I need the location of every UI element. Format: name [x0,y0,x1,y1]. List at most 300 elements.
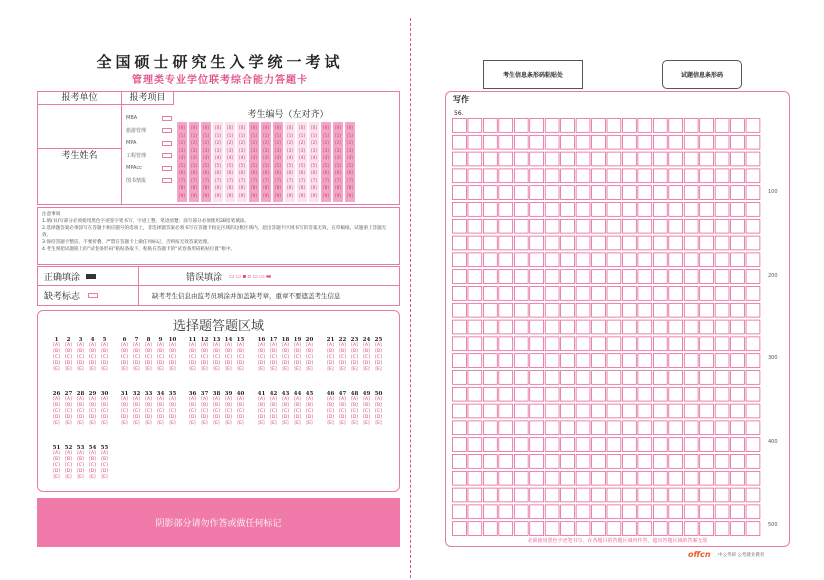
digit-option[interactable]: [7] [299,177,305,183]
grid-cell[interactable] [653,119,667,133]
grid-cell[interactable] [622,404,636,418]
grid-cell[interactable] [592,337,606,351]
answer-bubble[interactable]: [D] [351,415,358,420]
grid-cell[interactable] [468,371,482,385]
grid-cell[interactable] [483,253,497,267]
answer-bubble[interactable]: [E] [351,421,358,426]
answer-bubble[interactable]: [E] [201,421,208,426]
answer-bubble[interactable]: [E] [375,367,382,372]
grid-cell[interactable] [453,404,467,418]
grid-cell[interactable] [468,488,482,502]
grid-cell[interactable] [638,421,652,435]
number-column[interactable] [333,122,343,202]
answer-bubble[interactable]: [C] [133,409,140,414]
question-group[interactable] [326,391,383,427]
grid-cell[interactable] [684,186,698,200]
grid-cell[interactable] [669,135,683,149]
grid-cell[interactable] [592,169,606,183]
project-option[interactable] [126,125,172,138]
grid-cell[interactable] [453,236,467,250]
answer-bubble[interactable]: [B] [53,403,60,408]
grid-cell[interactable] [576,303,590,317]
grid-cell[interactable] [653,354,667,368]
digit-option[interactable]: [6] [347,170,353,175]
answer-bubble[interactable]: [C] [169,409,176,414]
grid-cell[interactable] [483,119,497,133]
answer-bubble[interactable]: [A] [101,343,108,348]
answer-bubble[interactable]: [E] [213,367,220,372]
answer-bubble[interactable]: [C] [237,355,244,360]
grid-cell[interactable] [468,404,482,418]
answer-bubble[interactable]: [D] [327,361,334,366]
grid-cell[interactable] [746,438,760,452]
grid-cell[interactable] [514,404,528,418]
digit-option[interactable]: [4] [239,155,245,160]
grid-cell[interactable] [530,404,544,418]
digit-option[interactable]: [1] [287,132,293,138]
grid-cell[interactable] [576,169,590,183]
answer-bubble[interactable]: [C] [89,409,96,414]
grid-cell[interactable] [731,270,745,284]
answer-bubble[interactable]: [B] [89,349,96,354]
grid-cell[interactable] [746,421,760,435]
grid-cell[interactable] [576,488,590,502]
digit-option[interactable]: [7] [263,177,269,183]
answer-bubble[interactable]: [A] [375,343,382,348]
grid-cell[interactable] [514,119,528,133]
digit-option[interactable]: [9] [323,192,329,198]
digit-option[interactable]: [0] [275,125,281,130]
digit-option[interactable]: [9] [251,192,257,198]
answer-bubble[interactable]: [D] [294,415,301,420]
digit-option[interactable]: [8] [347,185,353,190]
digit-option[interactable]: [7] [191,177,197,183]
grid-cell[interactable] [545,371,559,385]
digit-option[interactable]: [7] [227,177,233,183]
grid-cell[interactable] [638,404,652,418]
grid-cell[interactable] [684,203,698,217]
grid-cell[interactable] [499,303,513,317]
answer-bubble[interactable]: [E] [189,421,196,426]
answer-bubble[interactable]: [D] [201,361,208,366]
answer-bubble[interactable]: [C] [339,355,346,360]
answer-bubble[interactable]: [D] [237,361,244,366]
grid-cell[interactable] [514,135,528,149]
grid-cell[interactable] [592,119,606,133]
grid-cell[interactable] [607,320,621,334]
grid-cell[interactable] [514,236,528,250]
answer-bubble[interactable]: [A] [53,451,60,456]
grid-cell[interactable] [453,119,467,133]
digit-option[interactable]: [2] [287,140,293,145]
grid-cell[interactable] [669,522,683,536]
grid-cell[interactable] [514,488,528,502]
answer-bubble[interactable]: [A] [189,397,196,402]
grid-cell[interactable] [653,169,667,183]
grid-cell[interactable] [561,320,575,334]
answer-bubble[interactable]: [A] [77,451,84,456]
grid-cell[interactable] [684,387,698,401]
grid-cell[interactable] [607,404,621,418]
answer-bubble[interactable]: [E] [294,421,301,426]
grid-cell[interactable] [530,203,544,217]
digit-option[interactable]: [9] [275,192,281,198]
grid-cell[interactable] [561,387,575,401]
number-column[interactable] [213,122,223,202]
grid-cell[interactable] [622,354,636,368]
grid-cell[interactable] [653,203,667,217]
grid-cell[interactable] [607,522,621,536]
grid-cell[interactable] [715,371,729,385]
grid-cell[interactable] [499,236,513,250]
grid-cell[interactable] [700,236,714,250]
grid-cell[interactable] [453,152,467,166]
grid-cell[interactable] [561,253,575,267]
grid-cell[interactable] [561,169,575,183]
digit-option[interactable]: [7] [203,177,209,183]
grid-cell[interactable] [607,371,621,385]
grid-cell[interactable] [607,253,621,267]
grid-cell[interactable] [638,488,652,502]
grid-cell[interactable] [483,236,497,250]
grid-cell[interactable] [684,455,698,469]
grid-cell[interactable] [576,236,590,250]
answer-bubble[interactable]: [D] [65,361,72,366]
grid-cell[interactable] [545,354,559,368]
answer-bubble[interactable]: [B] [89,457,96,462]
grid-cell[interactable] [561,186,575,200]
grid-cell[interactable] [576,152,590,166]
grid-cell[interactable] [592,471,606,485]
grid-cell[interactable] [468,186,482,200]
answer-bubble[interactable]: [E] [53,475,60,480]
grid-cell[interactable] [468,203,482,217]
grid-cell[interactable] [653,253,667,267]
answer-bubble[interactable]: [D] [157,415,164,420]
grid-cell[interactable] [638,471,652,485]
grid-cell[interactable] [622,337,636,351]
answer-bubble[interactable]: [D] [258,415,265,420]
grid-cell[interactable] [545,387,559,401]
answer-bubble[interactable]: [D] [133,415,140,420]
answer-bubble[interactable]: [E] [133,367,140,372]
answer-bubble[interactable]: [A] [201,343,208,348]
grid-cell[interactable] [622,320,636,334]
grid-cell[interactable] [514,522,528,536]
grid-cell[interactable] [468,505,482,519]
grid-cell[interactable] [622,471,636,485]
grid-cell[interactable] [499,169,513,183]
answer-bubble[interactable]: [A] [339,343,346,348]
grid-cell[interactable] [468,320,482,334]
digit-option[interactable]: [7] [311,177,317,183]
answer-bubble[interactable]: [D] [101,361,108,366]
grid-cell[interactable] [530,522,544,536]
digit-option[interactable]: [3] [323,147,329,153]
answer-bubble[interactable]: [A] [157,343,164,348]
answer-bubble[interactable]: [C] [89,355,96,360]
grid-cell[interactable] [746,119,760,133]
grid-cell[interactable] [731,522,745,536]
grid-cell[interactable] [715,303,729,317]
answer-bubble[interactable]: [C] [339,409,346,414]
answer-bubble[interactable]: [E] [89,421,96,426]
answer-bubble[interactable]: [B] [121,403,128,408]
grid-cell[interactable] [576,219,590,233]
grid-cell[interactable] [499,404,513,418]
digit-option[interactable]: [0] [179,125,185,130]
grid-cell[interactable] [545,421,559,435]
digit-option[interactable]: [8] [299,185,305,190]
answer-bubble[interactable]: [D] [157,361,164,366]
grid-cell[interactable] [715,135,729,149]
answer-bubble[interactable]: [A] [327,343,334,348]
answer-bubble[interactable]: [C] [270,355,277,360]
answer-bubble[interactable]: [D] [294,361,301,366]
grid-cell[interactable] [499,152,513,166]
grid-cell[interactable] [669,303,683,317]
answer-bubble[interactable]: [D] [77,361,84,366]
answer-bubble[interactable]: [A] [53,343,60,348]
grid-cell[interactable] [638,152,652,166]
grid-cell[interactable] [453,421,467,435]
answer-bubble[interactable]: [D] [237,415,244,420]
grid-cell[interactable] [530,337,544,351]
grid-cell[interactable] [468,152,482,166]
answer-bubble[interactable]: [B] [65,457,72,462]
grid-cell[interactable] [576,387,590,401]
grid-cell[interactable] [746,337,760,351]
grid-cell[interactable] [530,303,544,317]
grid-cell[interactable] [545,186,559,200]
answer-bubble[interactable]: [B] [101,403,108,408]
grid-cell[interactable] [483,320,497,334]
barcode-box-exam[interactable]: 试题信息条形码 [662,60,742,89]
answer-bubble[interactable]: [E] [327,421,334,426]
answer-bubble[interactable]: [D] [189,361,196,366]
digit-option[interactable]: [5] [227,162,233,168]
grid-cell[interactable] [468,303,482,317]
grid-cell[interactable] [561,270,575,284]
digit-option[interactable]: [6] [287,170,293,175]
grid-cell[interactable] [638,219,652,233]
grid-cell[interactable] [592,320,606,334]
grid-cell[interactable] [700,505,714,519]
grid-cell[interactable] [715,438,729,452]
grid-cell[interactable] [638,438,652,452]
answer-bubble[interactable]: [A] [294,343,301,348]
grid-cell[interactable] [530,186,544,200]
answer-bubble[interactable]: [B] [169,403,176,408]
answer-bubble[interactable]: [B] [157,403,164,408]
digit-option[interactable]: [3] [215,147,221,153]
grid-cell[interactable] [545,169,559,183]
grid-cell[interactable] [499,387,513,401]
answer-bubble[interactable]: [B] [77,349,84,354]
answer-bubble[interactable]: [D] [89,415,96,420]
answer-bubble[interactable]: [D] [89,469,96,474]
grid-cell[interactable] [700,387,714,401]
answer-bubble[interactable]: [C] [306,409,313,414]
answer-bubble[interactable]: [E] [53,421,60,426]
grid-cell[interactable] [530,387,544,401]
answer-bubble[interactable]: [E] [133,421,140,426]
digit-option[interactable]: [6] [323,170,329,175]
digit-option[interactable]: [4] [347,155,353,160]
answer-bubble[interactable]: [E] [65,421,72,426]
grid-cell[interactable] [545,253,559,267]
grid-cell[interactable] [715,488,729,502]
digit-option[interactable]: [0] [215,125,221,130]
answer-bubble[interactable]: [E] [213,421,220,426]
grid-cell[interactable] [576,438,590,452]
answer-bubble[interactable]: [E] [225,367,232,372]
grid-cell[interactable] [453,303,467,317]
grid-cell[interactable] [607,505,621,519]
digit-option[interactable]: [1] [299,132,305,138]
grid-cell[interactable] [622,438,636,452]
grid-cell[interactable] [669,287,683,301]
grid-cell[interactable] [545,135,559,149]
answer-bubble[interactable]: [B] [270,349,277,354]
digit-option[interactable]: [3] [239,147,245,153]
grid-cell[interactable] [653,488,667,502]
grid-cell[interactable] [576,320,590,334]
answer-bubble[interactable]: [B] [213,403,220,408]
answer-bubble[interactable]: [B] [375,349,382,354]
answer-bubble[interactable]: [A] [169,343,176,348]
answer-bubble[interactable]: [C] [53,355,60,360]
grid-cell[interactable] [514,303,528,317]
grid-cell[interactable] [514,219,528,233]
composition-grid[interactable] [452,118,761,538]
grid-cell[interactable] [638,236,652,250]
answer-bubble[interactable]: [D] [101,415,108,420]
grid-cell[interactable] [669,337,683,351]
answer-bubble[interactable]: [A] [363,343,370,348]
answer-bubble[interactable]: [A] [294,397,301,402]
grid-cell[interactable] [684,119,698,133]
grid-cell[interactable] [468,270,482,284]
answer-bubble[interactable]: [E] [145,367,152,372]
project-option[interactable] [126,175,172,188]
answer-bubble[interactable]: [A] [89,451,96,456]
grid-cell[interactable] [715,186,729,200]
answer-bubble[interactable]: [D] [375,415,382,420]
grid-cell[interactable] [684,135,698,149]
grid-cell[interactable] [622,203,636,217]
grid-cell[interactable] [483,404,497,418]
project-checkbox[interactable] [162,128,172,133]
grid-cell[interactable] [622,522,636,536]
grid-cell[interactable] [700,438,714,452]
grid-cell[interactable] [468,253,482,267]
digit-option[interactable]: [8] [191,185,197,190]
digit-option[interactable]: [0] [239,125,245,130]
grid-cell[interactable] [592,152,606,166]
answer-bubble[interactable]: [C] [375,355,382,360]
grid-cell[interactable] [653,337,667,351]
grid-cell[interactable] [514,471,528,485]
grid-cell[interactable] [530,354,544,368]
grid-cell[interactable] [684,354,698,368]
digit-option[interactable]: [1] [215,132,221,138]
answer-bubble[interactable]: [D] [121,361,128,366]
grid-cell[interactable] [746,488,760,502]
digit-option[interactable]: [6] [179,170,185,175]
answer-bubble[interactable]: [C] [213,355,220,360]
grid-cell[interactable] [514,421,528,435]
grid-cell[interactable] [453,186,467,200]
project-checkbox[interactable] [162,178,172,183]
grid-cell[interactable] [530,421,544,435]
grid-cell[interactable] [561,488,575,502]
question-group[interactable] [52,391,109,427]
grid-cell[interactable] [669,236,683,250]
digit-option[interactable]: [1] [227,132,233,138]
grid-cell[interactable] [545,438,559,452]
grid-cell[interactable] [684,169,698,183]
grid-cell[interactable] [684,522,698,536]
grid-cell[interactable] [746,522,760,536]
grid-cell[interactable] [499,270,513,284]
answer-bubble[interactable]: [A] [282,343,289,348]
answer-bubble[interactable]: [A] [189,343,196,348]
grid-cell[interactable] [499,371,513,385]
answer-bubble[interactable]: [A] [89,397,96,402]
grid-cell[interactable] [638,186,652,200]
digit-option[interactable]: [7] [179,177,185,183]
grid-cell[interactable] [731,371,745,385]
grid-cell[interactable] [622,236,636,250]
grid-cell[interactable] [607,186,621,200]
grid-cell[interactable] [592,404,606,418]
grid-cell[interactable] [453,169,467,183]
answer-bubble[interactable]: [B] [133,403,140,408]
digit-option[interactable]: [6] [227,170,233,175]
grid-cell[interactable] [592,186,606,200]
grid-cell[interactable] [483,219,497,233]
grid-cell[interactable] [607,387,621,401]
grid-cell[interactable] [700,186,714,200]
answer-bubble[interactable]: [C] [327,355,334,360]
grid-cell[interactable] [483,387,497,401]
grid-cell[interactable] [638,354,652,368]
digit-option[interactable]: [1] [251,132,257,138]
answer-bubble[interactable]: [B] [306,403,313,408]
answer-bubble[interactable]: [E] [101,475,108,480]
grid-cell[interactable] [622,253,636,267]
grid-cell[interactable] [700,522,714,536]
grid-cell[interactable] [746,505,760,519]
answer-bubble[interactable]: [E] [77,367,84,372]
answer-bubble[interactable]: [C] [133,355,140,360]
grid-cell[interactable] [746,236,760,250]
answer-bubble[interactable]: [E] [77,475,84,480]
grid-cell[interactable] [731,152,745,166]
answer-bubble[interactable]: [C] [258,409,265,414]
digit-option[interactable]: [7] [239,177,245,183]
grid-cell[interactable] [607,421,621,435]
answer-bubble[interactable]: [C] [65,463,72,468]
grid-cell[interactable] [514,387,528,401]
answer-bubble[interactable]: [C] [89,463,96,468]
answer-bubble[interactable]: [E] [258,421,265,426]
grid-cell[interactable] [576,135,590,149]
digit-option[interactable]: [5] [311,162,317,168]
answer-bubble[interactable]: [B] [306,349,313,354]
grid-cell[interactable] [468,135,482,149]
